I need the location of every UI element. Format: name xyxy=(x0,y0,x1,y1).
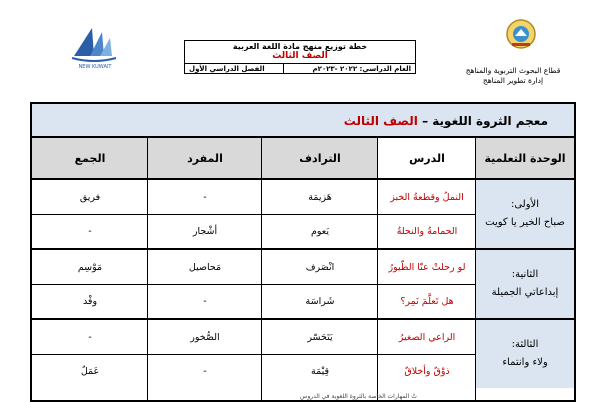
column-divider xyxy=(261,138,262,400)
lesson-cell: الحمامةُ والنحلةُ xyxy=(396,225,458,237)
unit-divider xyxy=(32,248,574,250)
plan-info-box xyxy=(184,40,416,74)
plural-cell: عَمَلٌ xyxy=(80,365,100,377)
row-divider xyxy=(32,214,476,215)
synonym-cell: شَراسَة xyxy=(305,295,335,307)
school-term: الفصل الدراسي الأول xyxy=(189,65,265,73)
unit-cell xyxy=(476,180,574,248)
synonym-cell: يَتَحَسّر xyxy=(307,331,333,343)
lesson-cell: الراعي الصغيرُ xyxy=(398,331,456,343)
school-year: العام الدراسي: ٢٠٢٢ -٢٠٢٣م xyxy=(312,65,411,73)
synonym-cell: هَزيمَة xyxy=(308,191,332,203)
org-line-2: إدارة تطوير المناهج xyxy=(482,76,544,85)
org-name xyxy=(438,66,588,86)
lesson-cell: النملُ وقطعةُ الخبز xyxy=(390,191,464,203)
row-divider xyxy=(32,354,476,355)
header-singular: المفرد xyxy=(148,138,262,180)
plural-cell: فريق xyxy=(79,191,101,203)
unit-cell xyxy=(476,320,574,388)
singular-cell: الصُّخور xyxy=(190,331,220,343)
synonym-cell: يَعوم xyxy=(310,225,330,237)
synonym-cell: قِيْمَة xyxy=(311,365,329,377)
row-divider xyxy=(32,284,476,285)
header-unit: الوحدة التعلمية xyxy=(476,138,574,180)
unit-title: إبداعاتي الجميلة xyxy=(491,287,559,298)
unit-title: ولاء وانتماء xyxy=(502,357,548,368)
header-lesson: الدرس xyxy=(378,138,476,180)
plan-meta-row xyxy=(185,63,415,74)
unit-title: صباح الخير يا كويت xyxy=(485,217,565,228)
plural-cell: - xyxy=(88,331,92,343)
plan-title: خطة توزيع منهج مادة اللغة العربية xyxy=(232,42,368,51)
column-divider xyxy=(377,138,378,400)
header-synonym: الترادف xyxy=(262,138,378,180)
plan-grade: الصف الثالث xyxy=(272,51,328,61)
column-divider xyxy=(475,138,476,400)
table-title-prefix: معجم الثروة اللغوية – xyxy=(422,114,548,128)
unit-divider xyxy=(32,318,574,320)
singular-cell: - xyxy=(203,365,207,377)
table-title-grade: الصف الثالث xyxy=(343,114,418,128)
ministry-emblem-icon xyxy=(505,18,537,50)
plural-cell: مَوْسِم xyxy=(77,261,103,273)
column-divider xyxy=(147,138,148,400)
unit-number: الأولى: xyxy=(510,199,540,210)
lesson-cell: هل تَعلَّمَ نَمِر؟ xyxy=(400,295,454,307)
singular-cell: - xyxy=(203,295,207,307)
plural-cell: - xyxy=(88,225,92,237)
unit-cell xyxy=(476,250,574,318)
org-line-1: قطاع البحوث التربوية والمناهج xyxy=(465,66,561,75)
new-kuwait-logo xyxy=(68,22,120,66)
plan-divider xyxy=(283,64,284,74)
plural-cell: وفْد xyxy=(82,295,98,307)
synonym-cell: انْصَرف xyxy=(305,261,335,273)
vocabulary-table xyxy=(30,102,576,402)
singular-cell: مَحاصيل xyxy=(188,261,222,273)
unit-number: الثالثة: xyxy=(511,339,539,350)
footnote: تُ المهارات الخاصة بالثروة اللغوية في الدروس xyxy=(300,393,417,400)
header-plural: الجمع xyxy=(32,138,148,180)
singular-cell: أشْجار xyxy=(192,225,218,237)
lesson-cell: ذوْقٌ وأخلاقٌ xyxy=(404,365,450,377)
logo-caption: NEW KUWAIT xyxy=(78,64,112,70)
singular-cell: - xyxy=(203,191,207,203)
table-title xyxy=(32,104,574,138)
lesson-cell: لو رحلتْ عنّا الطّيورُ xyxy=(388,261,466,273)
unit-number: الثانية: xyxy=(511,269,539,280)
